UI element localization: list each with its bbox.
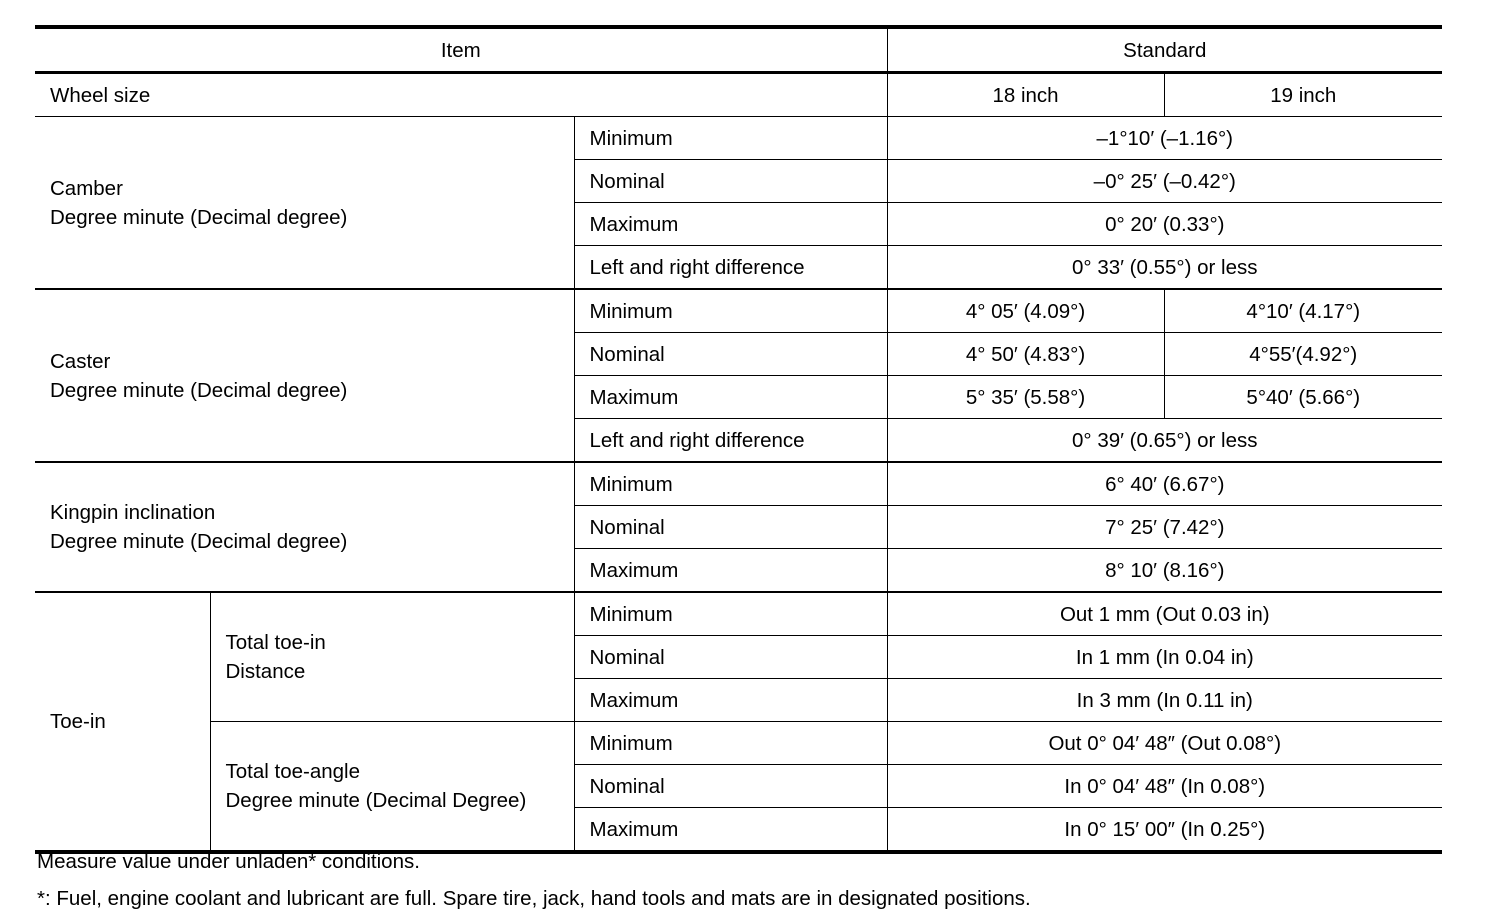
kingpin-label	[35, 462, 574, 592]
note-unladen: Measure value under unladen* conditions.	[37, 850, 420, 873]
table-row	[35, 462, 1442, 506]
caster-unit: Degree minute (Decimal degree)	[50, 378, 348, 402]
camber-label	[35, 117, 574, 290]
alignment-spec-table	[35, 25, 1442, 854]
kingpin-min-value: 6° 40′ (6.67°)	[887, 462, 1442, 506]
caster-nom-label: Nominal	[574, 333, 887, 376]
camber-min-value: –1°10′ (–1.16°)	[887, 117, 1442, 160]
caster-max-label: Maximum	[574, 376, 887, 419]
table-row	[35, 117, 1442, 160]
camber-nom-label: Nominal	[574, 160, 887, 203]
table-row	[35, 289, 1442, 333]
kingpin-nom-label: Nominal	[574, 506, 887, 549]
caster-label	[35, 289, 574, 462]
table-row	[35, 73, 1442, 117]
kingpin-max-value: 8° 10′ (8.16°)	[887, 549, 1442, 593]
toe-in-label: Toe-in	[35, 592, 210, 852]
toe-distance-max-value: In 3 mm (In 0.11 in)	[887, 679, 1442, 722]
toe-angle-title: Total toe-angle	[225, 760, 360, 783]
wheel-size-label: Wheel size	[35, 73, 887, 117]
toe-distance-min-label: Minimum	[574, 592, 887, 636]
caster-min-label: Minimum	[574, 289, 887, 333]
toe-distance-unit: Distance	[225, 660, 306, 683]
camber-title: Camber	[50, 176, 123, 200]
toe-distance-nom-label: Nominal	[574, 636, 887, 679]
kingpin-max-label: Maximum	[574, 549, 887, 593]
toe-angle-max-label: Maximum	[574, 808, 887, 853]
header-item: Item	[35, 27, 887, 73]
note-footnote: *: Fuel, engine coolant and lubricant are full. Spare tire, jack, hand tools and mats are in designated positions.	[37, 887, 1031, 910]
camber-nom-value: –0° 25′ (–0.42°)	[887, 160, 1442, 203]
caster-min-19: 4°10′ (4.17°)	[1164, 289, 1442, 333]
wheel-size-18: 18 inch	[887, 73, 1164, 117]
toe-angle-label	[210, 722, 574, 853]
camber-diff-value: 0° 33′ (0.55°) or less	[887, 246, 1442, 290]
camber-max-label: Maximum	[574, 203, 887, 246]
kingpin-min-label: Minimum	[574, 462, 887, 506]
caster-nom-18: 4° 50′ (4.83°)	[887, 333, 1164, 376]
toe-angle-nom-value: In 0° 04′ 48″ (In 0.08°)	[887, 765, 1442, 808]
toe-angle-max-value: In 0° 15′ 00″ (In 0.25°)	[887, 808, 1442, 853]
toe-distance-max-label: Maximum	[574, 679, 887, 722]
toe-distance-label	[210, 592, 574, 722]
toe-angle-min-label: Minimum	[574, 722, 887, 765]
table-row	[35, 592, 1442, 636]
caster-diff-label: Left and right difference	[574, 419, 887, 463]
toe-distance-min-value: Out 1 mm (Out 0.03 in)	[887, 592, 1442, 636]
camber-max-value: 0° 20′ (0.33°)	[887, 203, 1442, 246]
table-header-row	[35, 27, 1442, 73]
caster-max-19: 5°40′ (5.66°)	[1164, 376, 1442, 419]
toe-distance-nom-value: In 1 mm (In 0.04 in)	[887, 636, 1442, 679]
kingpin-title: Kingpin inclination	[50, 501, 216, 524]
toe-angle-nom-label: Nominal	[574, 765, 887, 808]
caster-diff-value: 0° 39′ (0.65°) or less	[887, 419, 1442, 463]
caster-min-18: 4° 05′ (4.09°)	[887, 289, 1164, 333]
camber-min-label: Minimum	[574, 117, 887, 160]
toe-distance-title: Total toe-in	[225, 631, 326, 654]
table-row	[35, 722, 1442, 765]
camber-unit: Degree minute (Decimal degree)	[50, 205, 348, 229]
kingpin-unit: Degree minute (Decimal degree)	[50, 530, 348, 553]
wheel-size-19: 19 inch	[1164, 73, 1442, 117]
toe-angle-min-value: Out 0° 04′ 48″ (Out 0.08°)	[887, 722, 1442, 765]
kingpin-nom-value: 7° 25′ (7.42°)	[887, 506, 1442, 549]
caster-nom-19: 4°55′(4.92°)	[1164, 333, 1442, 376]
caster-title: Caster	[50, 349, 111, 373]
camber-diff-label: Left and right difference	[574, 246, 887, 290]
header-standard: Standard	[887, 27, 1442, 73]
caster-max-18: 5° 35′ (5.58°)	[887, 376, 1164, 419]
toe-angle-unit: Degree minute (Decimal Degree)	[225, 789, 527, 812]
